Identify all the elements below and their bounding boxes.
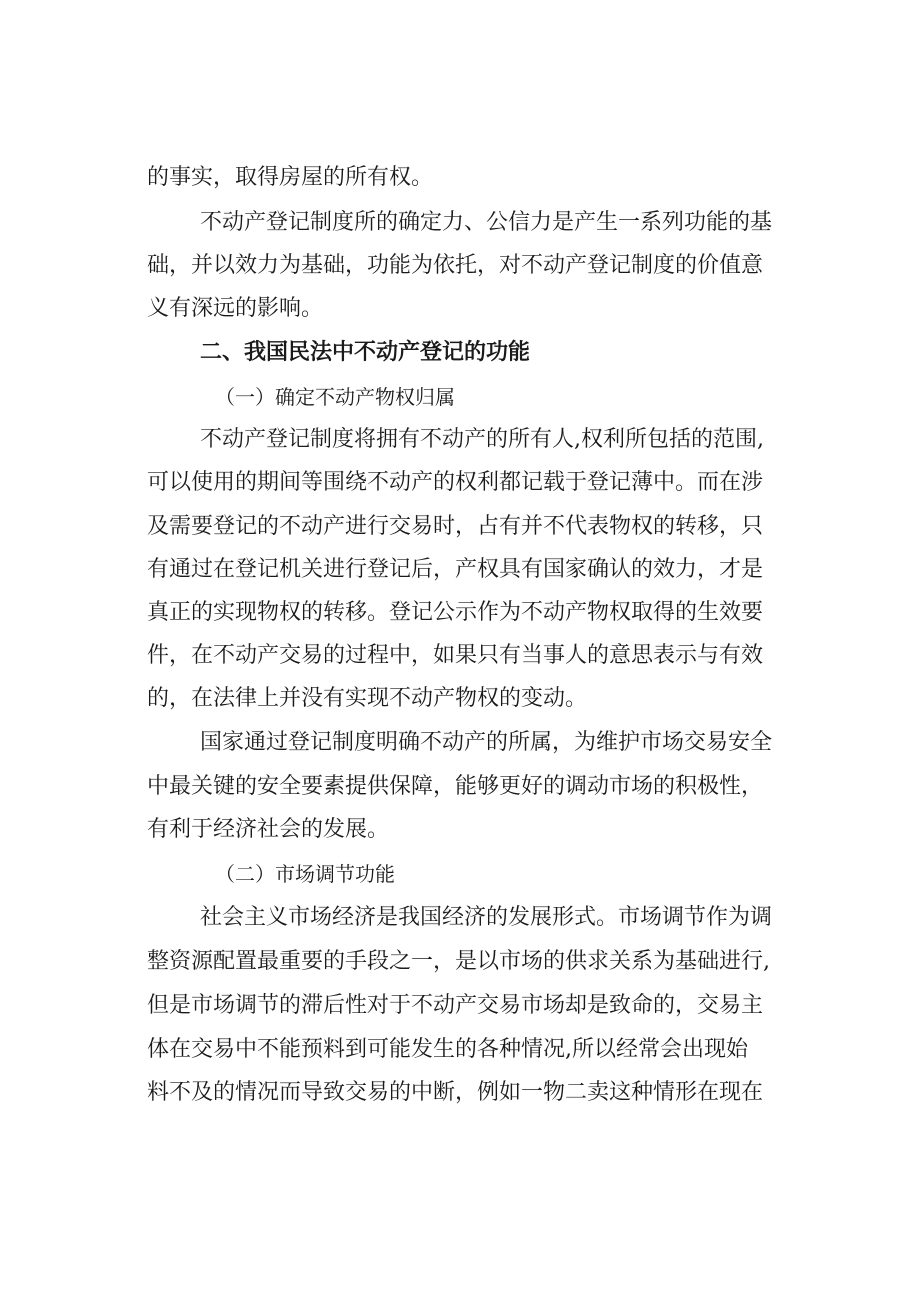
text-line: 础，并以效力为基础，功能为依托，对不动产登记制度的价值意 xyxy=(147,253,764,278)
text-line: 可以使用的期间等围绕不动产的权利都记载于登记薄中。而在涉 xyxy=(147,470,764,495)
text-line: 有利于经济社会的发展。 xyxy=(147,817,390,842)
text-line: 中最关键的安全要素提供保障，能够更好的调动市场的积极性， xyxy=(147,774,764,799)
text-line: 真正的实现物权的转移。登记公示作为不动产物权取得的生效要 xyxy=(147,600,764,625)
text-line: 料不及的情况而导致交易的中断，例如一物二卖这种情形在现在 xyxy=(147,1080,764,1105)
text-line: 件，在不动产交易的过程中，如果只有当事人的意思表示与有效 xyxy=(147,643,764,668)
text-line: 整资源配置最重要的手段之一，是以市场的供求关系为基础进行, xyxy=(147,949,770,974)
text-line: 有通过在登记机关进行登记后，产权具有国家确认的效力，才是 xyxy=(147,557,764,582)
text-line: 但是市场调节的滞后性对于不动产交易市场却是致命的，交易主 xyxy=(147,993,764,1018)
text-line: 的事实，取得房屋的所有权。 xyxy=(147,165,434,190)
text-line: 的，在法律上并没有实现不动产物权的变动。 xyxy=(147,686,588,711)
paragraph-first-line: 不动产登记制度所的确定力、公信力是产生一系列功能的基 xyxy=(200,210,773,235)
text-line: 体在交易中不能预料到可能发生的各种情况,所以经常会出现始 xyxy=(147,1037,748,1062)
subsection-heading: （一）确定不动产物权归属 xyxy=(215,385,455,409)
section-heading: 二、我国民法中不动产登记的功能 xyxy=(200,340,531,365)
text-line: 及需要登记的不动产进行交易时，占有并不代表物权的转移，只 xyxy=(147,514,764,539)
subsection-heading: （二）市场调节功能 xyxy=(215,862,395,886)
text-line: 义有深远的影响。 xyxy=(147,296,324,321)
paragraph-first-line: 社会主义市场经济是我国经济的发展形式。市场调节作为调 xyxy=(200,905,773,930)
paragraph-first-line: 不动产登记制度将拥有不动产的所有人,权利所包括的范围, xyxy=(200,427,764,452)
paragraph-first-line: 国家通过登记制度明确不动产的所属，为维护市场交易安全 xyxy=(200,730,773,755)
